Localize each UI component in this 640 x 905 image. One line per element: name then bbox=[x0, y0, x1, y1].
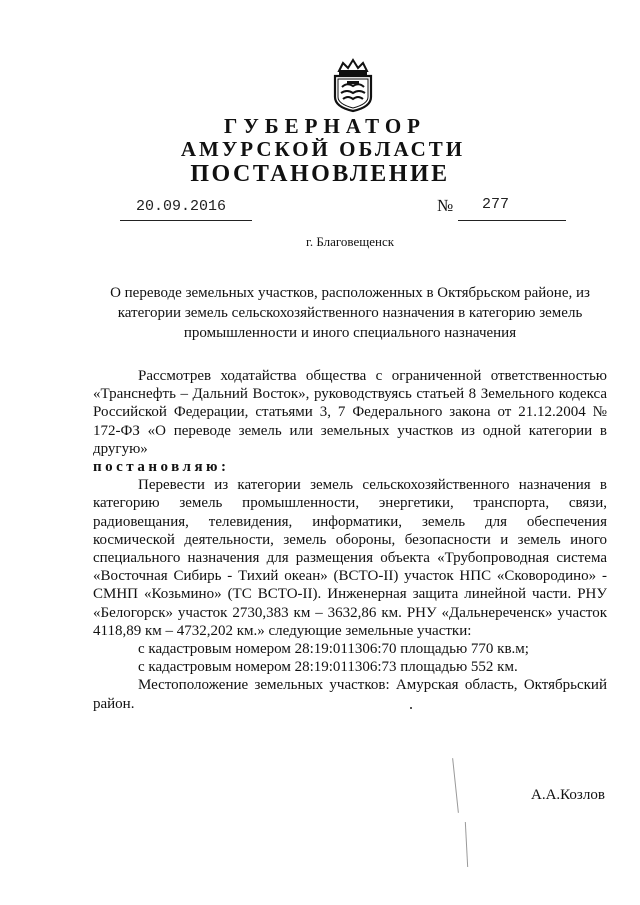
signature-name: А.А.Козлов bbox=[531, 787, 605, 803]
header-governor: ГУБЕРНАТОР bbox=[223, 114, 427, 138]
number-sign: № bbox=[437, 196, 454, 215]
document-body bbox=[93, 367, 607, 713]
document-number: 277 bbox=[482, 196, 510, 213]
scan-speck bbox=[410, 707, 412, 709]
document-subject: О переводе земельных участков, расположенных в Октябрьском районе, из категории земель сельскохозяйственного назначения в категорию земель промышленности и иного специального назначения bbox=[110, 285, 590, 341]
document-date: 20.09.2016 bbox=[136, 198, 227, 215]
main-paragraph: Перевести из категории земель сельскохозяйственного назначения в категорию земель промышленности, энергетики, транспорта, связи, радиовещания, телевидения, информатики, земель для обеспечения космической деятельности, земель обороны, безопасности и земель иного специального назначения для размещения объекта «Трубопроводная система «Восточная Сибирь - Тихий океан» (ВСТО-II) участок НПС «Сковородино» - СМНП «Козьмино» (ТС ВСТО-II). Инженерная защита линейной части. РНУ «Белогорск» участок 2730,383 км – 3632,86 км. РНУ «Дальнереченск» участок 4118,89 км – 4732,202 км.» следующие земельные участки: bbox=[93, 477, 607, 639]
scan-stroke bbox=[452, 758, 459, 813]
document-type: ПОСТАНОВЛЕНИЕ bbox=[190, 161, 450, 187]
land-plot-1: с кадастровым номером 28:19:011306:70 площадью 770 кв.м; bbox=[138, 641, 529, 658]
scan-stroke bbox=[465, 822, 468, 867]
coat-of-arms-icon bbox=[329, 57, 377, 113]
preamble-paragraph: Рассмотрев ходатайства общества с ограниченной ответственностью «Транснефть – Дальний Восток», руководствуясь статьей 8 Земельного кодекса Российской Федерации, статьями 3, 7 Федерального закона от 21.12.2004 № 172-ФЗ «О переводе земель или земельных участков из одной категории в другую» bbox=[93, 368, 607, 457]
land-plot-2: с кадастровым номером 28:19:011306:73 площадью 552 км. bbox=[138, 659, 518, 676]
number-line bbox=[458, 198, 566, 221]
date-line bbox=[120, 198, 252, 221]
city: г. Благовещенск bbox=[305, 234, 395, 249]
resolve-word: постановляю: bbox=[93, 459, 230, 476]
header-region: АМУРСКОЙ ОБЛАСТИ bbox=[180, 137, 466, 161]
location-paragraph: Местоположение земельных участков: Амурская область, Октябрьский район. bbox=[93, 677, 607, 712]
